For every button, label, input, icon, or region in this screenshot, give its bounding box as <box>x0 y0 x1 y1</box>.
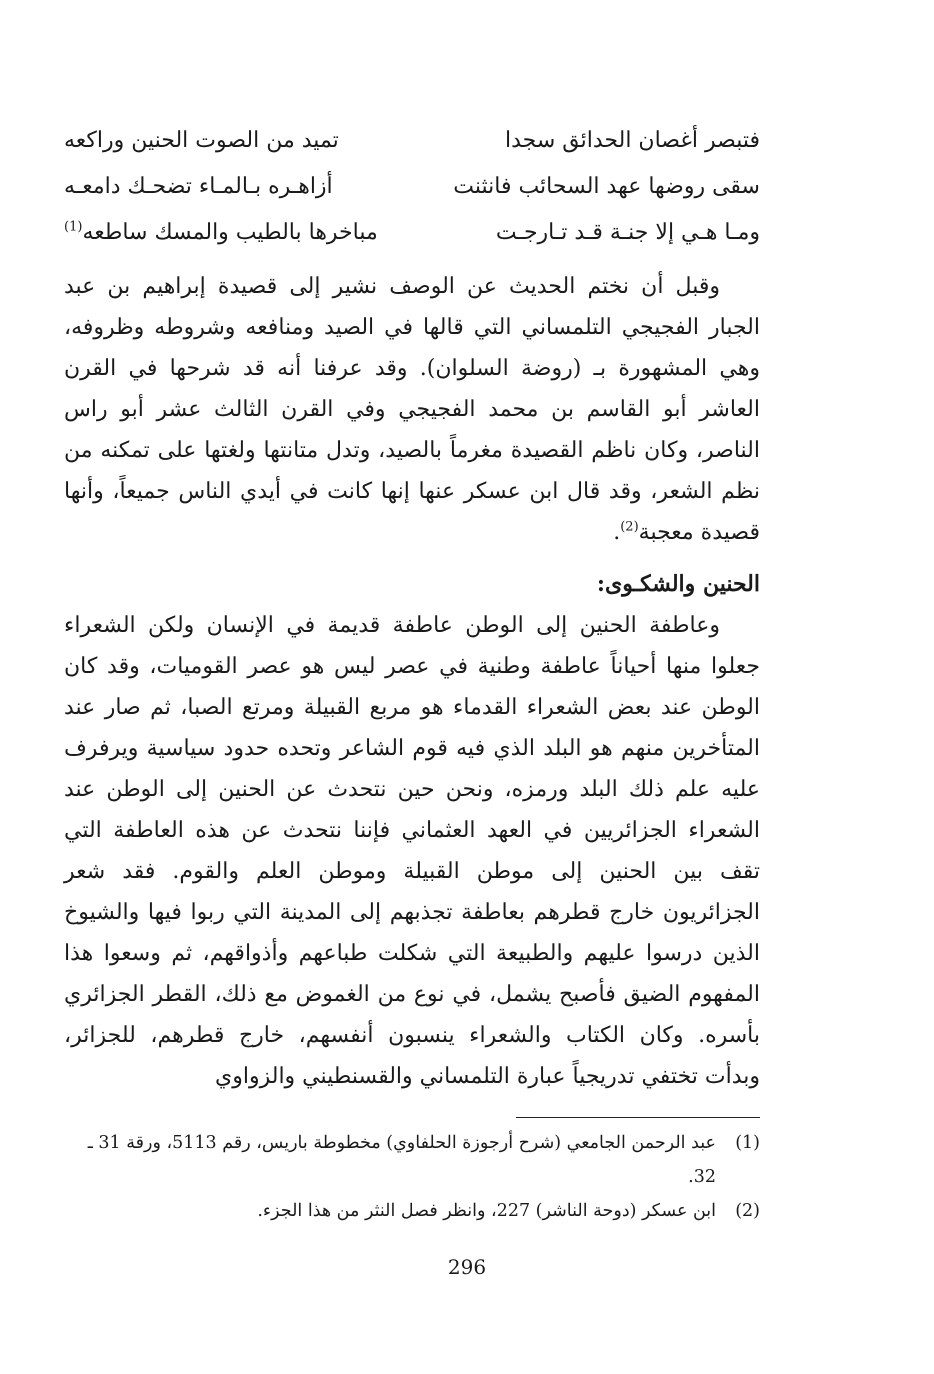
footnote-marker: (1) <box>64 219 83 235</box>
verse-first-hemistich: فتبصر أغصان الحدائق سجدا <box>505 128 760 153</box>
footnote-number: (1) <box>735 1133 760 1153</box>
paragraph-text: وقبل أن نختم الحديث عن الوصف نشير إلى قصيدة إبراهيم بن عبد الجبار الفجيجي التلمساني التي قالها في الصيد ومنافعه وشروطه وظروفه، وهي المشهورة بـ (روضة السلوان). وقد عرفنا أنه قد شرحها في القرن العاشر أبو القاسم بن محمد الفجيجي وفي القرن الثالث عشر أبو راس الناصر، وكان ناظم القصيدة مغرماً بالصيد، وتدل متانتها ولغتها على تمكنه من نظم الشعر، وقد قال ابن عسكر عنها إنها كانت في أيدي الناس جميعاً، وأنها قصيدة معجبة <box>64 274 760 545</box>
verse-text: مباخرها بالطيب والمسك ساطعه <box>82 220 378 245</box>
poem-verses <box>64 118 760 256</box>
footnote-marker: (2) <box>620 519 639 535</box>
footnote-number: (2) <box>735 1201 760 1221</box>
footnote-text: ابن عسكر (دوحة الناشر) 227، وانظر فصل النثر من هذا الجزء. <box>257 1201 716 1221</box>
footnote-text: عبد الرحمن الجامعي (شرح أرجوزة الحلفاوي) مخطوطة باريس، رقم 5113، ورقة 31 ـ 32. <box>87 1133 716 1187</box>
section-heading: الحنين والشكـوى: <box>596 571 760 597</box>
footnote-item <box>64 1194 760 1228</box>
footnotes <box>64 1126 760 1228</box>
paragraph-hunting-poem <box>64 266 760 553</box>
page-number: 296 <box>447 1255 487 1279</box>
paragraph-end: . <box>613 520 621 545</box>
verse-second-hemistich: تميد من الصوت الحنين وراكعه <box>64 128 339 153</box>
verse-first-hemistich: سقى روضها عهد السحائب فانثنت <box>453 174 760 199</box>
paragraph-nostalgia: وعاطفة الحنين إلى الوطن عاطفة قديمة في الإنسان ولكن الشعراء جعلوا منها أحياناً عاطفة وطنية في عصر ليس هو عصر القوميات، وقد كان الوطن عند بعض الشعراء القدماء هو مربع القبيلة ومرتع الصبا، ثم صار عند المتأخرين منهم هو البلد الذي فيه قوم الشاعر وتحده حدود سياسية ويرفرف عليه علم ذلك البلد ورمزه، ونحن حين نتحدث عن الحنين إلى الوطن عند الشعراء الجزائريين في العهد العثماني فإننا نتحدث عن هذه العاطفة التي تقف بين الحنين إلى موطن القبيلة وموطن العلم والقوم. فقد شعر الجزائريون خارج قطرهم بعاطفة تجذبهم إلى المدينة التي ربوا فيها والشيوخ الذين درسوا عليهم والطبيعة التي شكلت طباعهم وأذواقهم، ثم وسعوا هذا المفهوم الضيق فأصبح يشمل، في نوع من الغموض مع ذلك، القطر الجزائري بأسره. وكان الكتاب والشعراء ينسبون أنفسهم، خارج قطرهم، للجزائر، وبدأت تختفي تدريجياً عبارة التلمساني والقسنطيني والزواوي <box>64 613 760 1089</box>
document-page <box>64 118 760 1318</box>
verse-line <box>64 118 760 164</box>
verse-second-hemistich: أزاهـره بـالمـاء تضحـك دامعـه <box>64 174 333 199</box>
verse-line <box>64 210 760 256</box>
verse-second-hemistich <box>64 210 394 256</box>
verse-line <box>64 164 760 210</box>
footnote-item <box>64 1126 760 1194</box>
verse-first-hemistich: ومـا هـي إلا جنـة قـد تـارجـت <box>495 220 760 245</box>
footnote-divider <box>516 1117 760 1118</box>
